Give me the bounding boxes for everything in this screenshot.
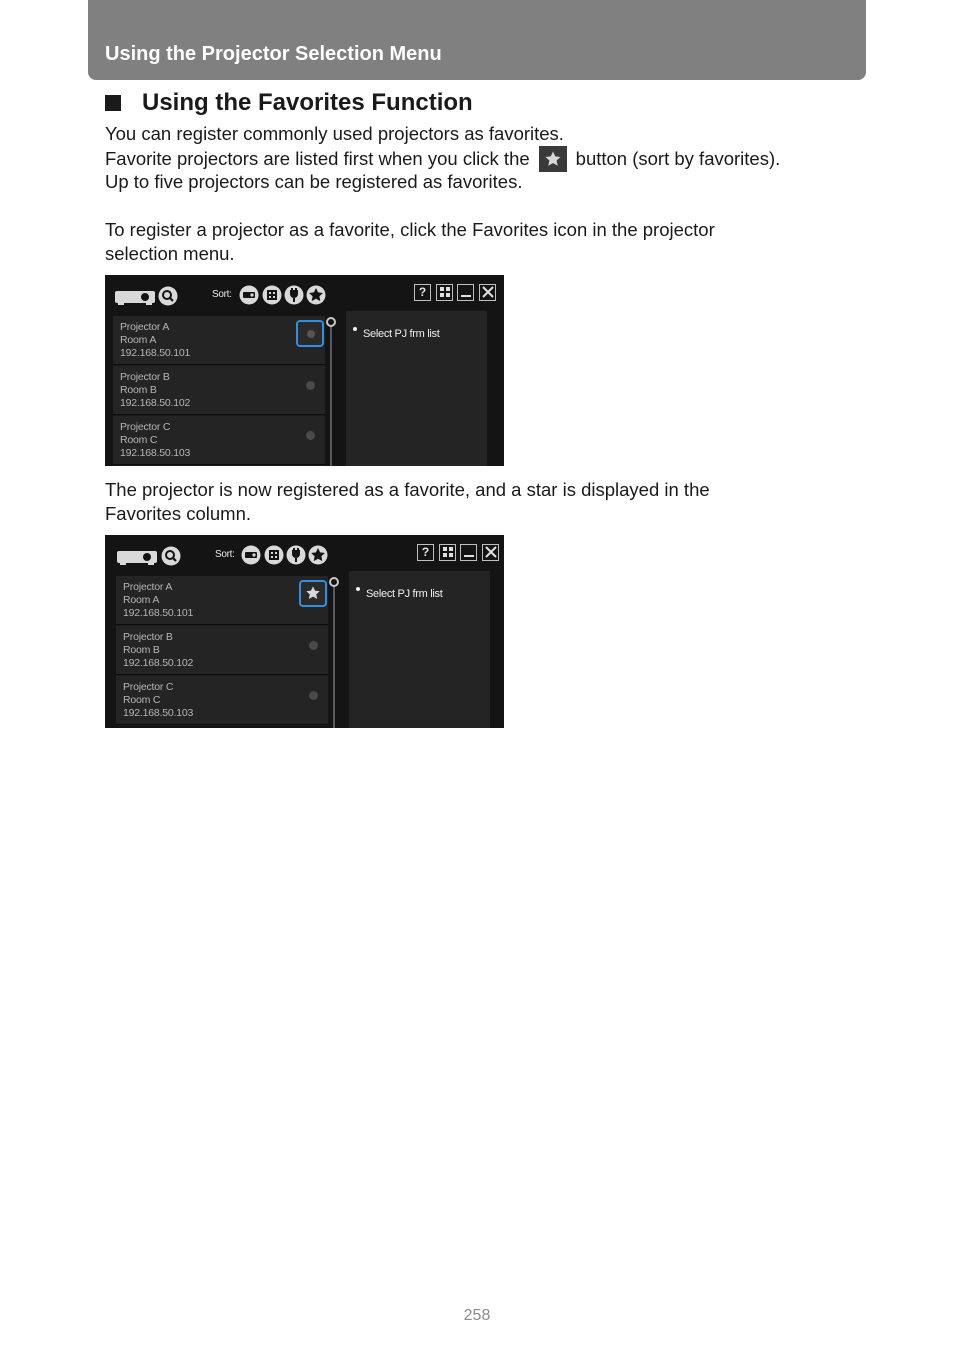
page-number: 258 [463, 1307, 491, 1324]
projector-row[interactable] [113, 416, 325, 465]
sort-by-room-icon[interactable] [262, 285, 282, 305]
projector-info [123, 681, 193, 720]
projector-list [116, 576, 328, 726]
help-button[interactable]: ? [417, 544, 434, 561]
detail-panel [349, 571, 490, 728]
app-toolbar [105, 275, 504, 311]
detail-message: Select PJ frm list [366, 588, 443, 600]
minimize-icon [459, 285, 473, 299]
favorite-toggle[interactable] [306, 431, 315, 440]
chapter-header [88, 0, 866, 80]
bullet-icon [356, 587, 360, 591]
projector-name: Projector A [123, 581, 173, 593]
projector-row[interactable] [113, 366, 325, 415]
tile-view-button[interactable] [436, 284, 453, 301]
square-bullet-icon [105, 95, 121, 111]
sort-by-model-icon[interactable] [239, 285, 259, 305]
projector-icon [114, 289, 156, 305]
tile-view-button[interactable] [439, 544, 456, 561]
projector-name: Projector B [120, 371, 170, 383]
close-icon [481, 285, 495, 299]
search-icon[interactable] [161, 546, 181, 566]
app-toolbar [105, 535, 504, 571]
help-button[interactable]: ? [414, 284, 431, 301]
scroll-knob[interactable] [329, 577, 339, 587]
chapter-title: Using the Projector Selection Menu [105, 43, 442, 65]
sort-by-connection-icon[interactable] [284, 285, 304, 305]
sort-by-connection-icon[interactable] [286, 545, 306, 565]
favorite-toggle[interactable] [309, 691, 318, 700]
projector-info [120, 321, 190, 360]
projector-row[interactable] [116, 626, 328, 675]
detail-message: Select PJ frm list [363, 328, 440, 340]
projector-info [123, 631, 193, 670]
result-line-1: The projector is now registered as a favorite, and a star is displayed in the [105, 479, 710, 500]
projector-info [123, 581, 193, 620]
minimize-icon [462, 545, 476, 559]
favorite-toggle[interactable] [306, 381, 315, 390]
favorite-toggle-highlighted[interactable] [296, 320, 324, 347]
projector-room: Room C [123, 694, 161, 706]
projector-room: Room A [123, 594, 160, 606]
projector-name: Projector C [120, 421, 171, 433]
sort-by-model-icon[interactable] [241, 545, 261, 565]
projector-name: Projector B [123, 631, 173, 643]
result-line-2: Favorites column. [105, 503, 251, 524]
bullet-icon [353, 327, 357, 331]
projector-row[interactable] [113, 316, 325, 365]
intro-line-2 [105, 146, 780, 172]
sort-by-room-icon[interactable] [264, 545, 284, 565]
sort-by-favorites-icon[interactable] [308, 545, 328, 565]
grid-icon [438, 285, 452, 299]
instruction-line-1: To register a projector as a favorite, click the Favorites icon in the projector [105, 219, 715, 240]
favorite-toggle[interactable] [309, 641, 318, 650]
close-button[interactable] [479, 284, 496, 301]
projector-ip: 192.168.50.102 [123, 657, 194, 669]
projector-name: Projector C [123, 681, 174, 693]
screenshot-after [105, 535, 504, 728]
close-icon [484, 545, 498, 559]
sort-label: Sort: [215, 549, 235, 560]
projector-name: Projector A [120, 321, 170, 333]
projector-list [113, 316, 325, 466]
favorite-toggle-highlighted[interactable] [299, 580, 327, 607]
projector-room: Room B [120, 384, 157, 396]
intro-line-2-before: Favorite projectors are listed first when you click the [105, 148, 530, 169]
projector-ip: 192.168.50.101 [123, 607, 194, 619]
sort-favorites-star-icon [539, 146, 567, 172]
favorite-empty-icon [307, 330, 315, 338]
favorite-star-icon [305, 585, 321, 601]
sort-by-favorites-icon[interactable] [306, 285, 326, 305]
projector-room: Room A [120, 334, 157, 346]
grid-icon [441, 545, 455, 559]
projector-ip: 192.168.50.103 [120, 447, 191, 459]
search-icon[interactable] [158, 286, 178, 306]
scroll-track[interactable] [330, 325, 332, 466]
section-heading [105, 89, 473, 117]
projector-ip: 192.168.50.101 [120, 347, 191, 359]
projector-room: Room C [120, 434, 158, 446]
scroll-track[interactable] [333, 585, 335, 728]
detail-panel [346, 311, 487, 466]
projector-info [120, 371, 190, 410]
minimize-button[interactable] [457, 284, 474, 301]
projector-row[interactable] [116, 676, 328, 725]
scroll-knob[interactable] [326, 317, 336, 327]
instruction-line-2: selection menu. [105, 243, 235, 264]
screenshot-before [105, 275, 504, 466]
projector-row[interactable] [116, 576, 328, 625]
close-button[interactable] [482, 544, 499, 561]
section-title: Using the Favorites Function [142, 89, 473, 116]
minimize-button[interactable] [460, 544, 477, 561]
intro-line-2-after: button (sort by favorites). [575, 148, 781, 169]
projector-room: Room B [123, 644, 160, 656]
intro-line-3: Up to five projectors can be registered as favorites. [105, 171, 523, 192]
projector-ip: 192.168.50.102 [120, 397, 191, 409]
projector-icon [116, 549, 158, 565]
projector-ip: 192.168.50.103 [123, 707, 194, 719]
sort-label: Sort: [212, 289, 232, 300]
intro-line-1: You can register commonly used projectors as favorites. [105, 123, 564, 144]
projector-info [120, 421, 190, 460]
